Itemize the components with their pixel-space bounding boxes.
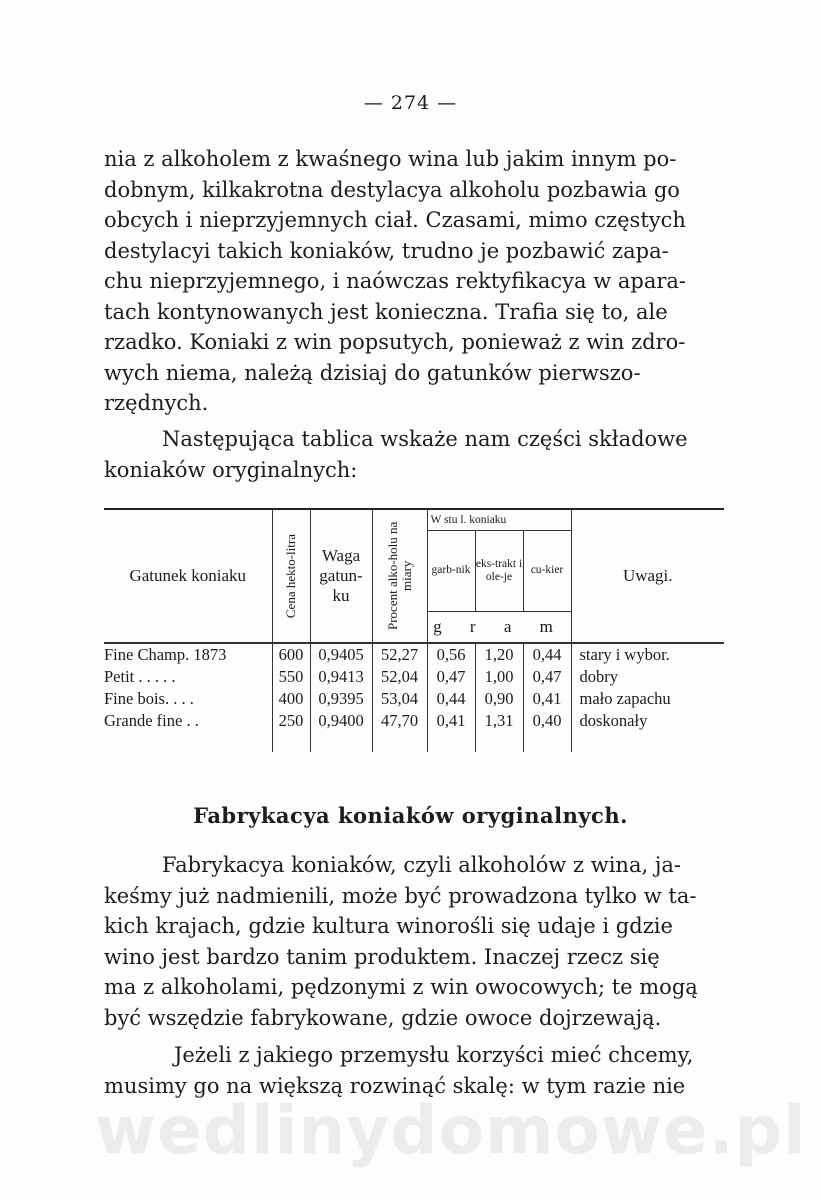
watermark: wedlinydomowe.pl [95,1092,807,1169]
header-cukier: cu-kier [523,531,571,611]
cell-cukier: 0,40 [523,710,571,752]
cell-cena: 400 [272,688,310,710]
cell-garbnik: 0,47 [427,666,475,688]
cell-procent: 47,70 [372,710,427,752]
header-garbnik: garb-nik [427,531,475,611]
cell-garbnik: 0,56 [427,643,475,666]
header-waga [310,509,372,643]
cell-cena: 250 [272,710,310,752]
header-ekstrakt: eks-trakt i ole-je [475,531,523,611]
table-row [104,666,724,688]
header-unit: g r a m [427,611,571,643]
text-line: ma z alkoholami, pędzonymi z win owocowych; te mogą [104,975,698,999]
header-procent [372,509,427,643]
cell-uwagi: dobry [571,666,724,688]
section-heading: Fabrykacya koniaków oryginalnych. [193,803,628,828]
cell-cukier: 0,41 [523,688,571,710]
header-cena-label: Cena hekto-litra [283,533,298,619]
cell-ekstrakt: 1,31 [475,710,523,752]
cell-uwagi: stary i wybor. [571,643,724,666]
header-uwagi: Uwagi. [571,509,724,643]
cell-waga: 0,9405 [310,643,372,666]
text-line: keśmy już nadmienili, może być prowadzona tylko w ta- [104,883,697,908]
text-line: tach kontynowanych jest konieczna. Trafia się to, ale [104,299,668,324]
text-line: kich krajach, gdzie kultura winorośli się udaje i gdzie [104,914,673,938]
text-line: Fabrykacya koniaków, czyli alkoholów z wina, ja- [162,853,681,877]
text-line: wino jest bardzo tanim produktem. Inaczej rzecz się [104,944,660,969]
cell-garbnik: 0,44 [427,688,475,710]
header-group: W stu l. koniaku [427,509,571,531]
cell-uwagi: doskonały [571,710,724,752]
page-number: — 274 — [363,92,458,114]
text-line: dobnym, kilkakrotna destylacya alkoholu pozbawia go [104,177,680,202]
cell-cukier: 0,47 [523,666,571,688]
text-line: być wszędzie fabrykowane, gdzie owoce dojrzewają. [104,1005,662,1030]
cell-ekstrakt: 1,20 [475,643,523,666]
text-line: musimy go na większą rozwinąć skalę: w tym razie nie [104,1073,686,1098]
text-line: obcych i nieprzyjemnych ciał. Czasami, mimo częstych [104,208,686,232]
text-line: nia z alkoholem z kwaśnego wina lub jakim innym po- [104,147,677,171]
cell-name: Petit . . . . . [104,667,176,686]
paragraph-1 [104,144,724,419]
paragraph-2 [104,424,724,485]
cell-waga: 0,9400 [310,710,372,752]
table-row [104,710,724,752]
text-line: Następująca tablica wskaże nam części składowe [162,427,688,451]
cell-uwagi: mało zapachu [571,688,724,710]
cell-name: Fine bois. . . . [104,689,194,708]
cell-cukier: 0,44 [523,643,571,666]
cell-cena: 600 [272,643,310,666]
text-line: chu nieprzyjemnego, i naówczas rektyfikacya w apara- [104,269,687,293]
header-cena [272,509,310,643]
text-line: destylacyi takich koniaków, trudno je pozbawić zapa- [104,238,669,263]
cell-waga: 0,9413 [310,666,372,688]
table-row [104,688,724,710]
header-procent-label: Procent alko-holu na miary [384,521,414,631]
cell-waga: 0,9395 [310,688,372,710]
text-line: rzadko. Koniaki z win popsutych, ponieważ z win zdro- [104,330,686,354]
cell-procent: 53,04 [372,688,427,710]
table-row [104,643,724,666]
cell-procent: 52,04 [372,666,427,688]
cell-ekstrakt: 1,00 [475,666,523,688]
text-line: wych niema, należą dzisiaj do gatunków pierwszo- [104,360,641,385]
header-gatunek: Gatunek koniaku [104,509,272,643]
text-line: koniaków oryginalnych: [104,457,358,482]
cell-name: Fine Champ. 1873 [104,645,227,664]
text-line: Jeżeli z jakiego przemysłu korzyści mieć chcemy, [174,1043,694,1067]
cell-name: Grande fine . . [104,711,199,730]
paragraph-3 [104,850,724,1033]
cell-cena: 550 [272,666,310,688]
cognac-composition-table [104,508,724,752]
cell-procent: 52,27 [372,643,427,666]
header-waga-label: Waga gatun-ku [319,546,363,605]
cell-garbnik: 0,41 [427,710,475,752]
cell-ekstrakt: 0,90 [475,688,523,710]
text-line: rzędnych. [104,391,209,415]
